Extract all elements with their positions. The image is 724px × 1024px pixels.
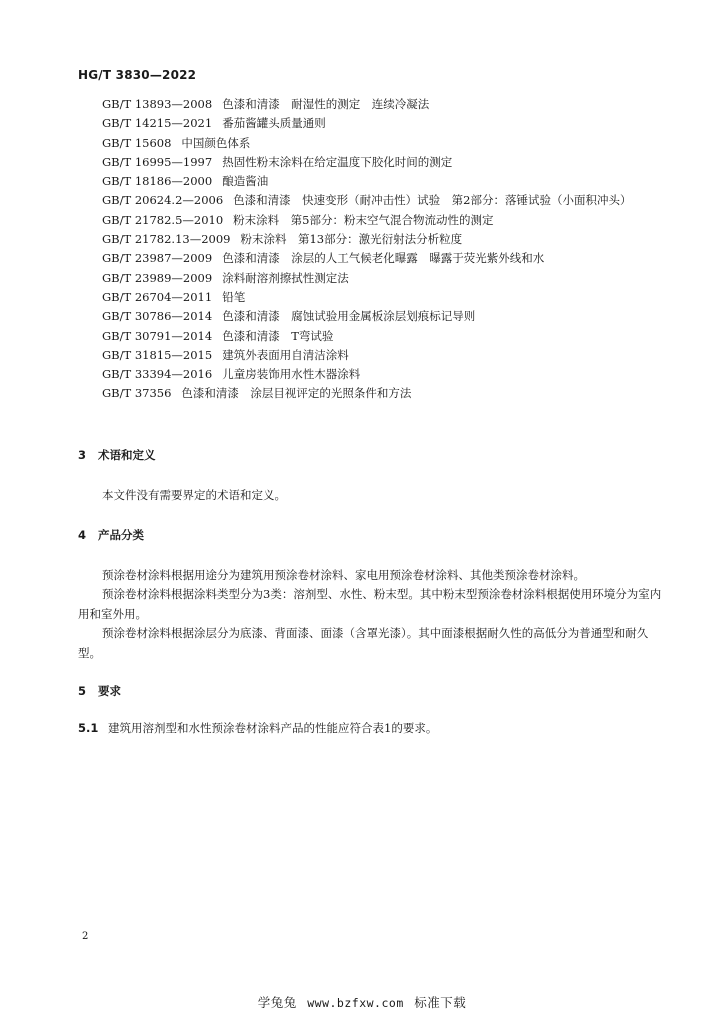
reference-title: 色漆和清漆 腐蚀试验用金属板涂层划痕标记导则 bbox=[222, 309, 476, 324]
reference-item bbox=[78, 346, 663, 365]
reference-item bbox=[78, 269, 663, 288]
reference-item bbox=[78, 211, 663, 230]
reference-code: GB/T 18186—2000 bbox=[102, 174, 213, 189]
reference-item bbox=[78, 114, 663, 133]
reference-code: GB/T 30791—2014 bbox=[102, 328, 213, 343]
reference-item bbox=[78, 365, 663, 384]
section-4-paragraph-2: 预涂卷材涂料根据涂料类型分为3类：溶剂型、水性、粉末型。其中粉末型预涂卷材涂料根据使用环境分为室内用和室外用。 bbox=[78, 587, 662, 621]
reference-item bbox=[78, 153, 663, 172]
reference-title: 热固性粉末涂料在给定温度下胶化时间的测定 bbox=[222, 154, 453, 169]
reference-code: GB/T 37356 bbox=[102, 386, 172, 401]
reference-item bbox=[78, 95, 663, 114]
reference-code: GB/T 21782.13—2009 bbox=[102, 232, 231, 247]
reference-title: 色漆和清漆 快速变形（耐冲击性）试验 第2部分：落锤试验（小面积冲头） bbox=[233, 193, 632, 208]
reference-code: GB/T 20624.2—2006 bbox=[102, 193, 224, 208]
section-number: 4 bbox=[78, 528, 87, 542]
section-number: 3 bbox=[78, 448, 87, 462]
footer-url: www.bzfxw.com bbox=[307, 996, 404, 1010]
reference-code: GB/T 30786—2014 bbox=[102, 309, 213, 324]
reference-title: 中国颜色体系 bbox=[181, 135, 251, 150]
watermark-footer bbox=[0, 993, 724, 1011]
reference-item bbox=[78, 288, 663, 307]
section-title: 要求 bbox=[98, 684, 121, 698]
reference-title: 色漆和清漆 耐湿性的测定 连续冷凝法 bbox=[222, 97, 430, 111]
reference-title: 色漆和清漆 T弯试验 bbox=[222, 328, 334, 343]
clause-5-1 bbox=[78, 720, 437, 736]
page-number: 2 bbox=[82, 931, 89, 942]
reference-title: 建筑外表面用自清洁涂料 bbox=[222, 347, 349, 362]
reference-code: GB/T 26704—2011 bbox=[102, 289, 213, 304]
standard-code-header: HG/T 3830—2022 bbox=[78, 68, 197, 82]
reference-code: GB/T 21782.5—2010 bbox=[102, 212, 224, 227]
reference-title: 色漆和清漆 涂层目视评定的光照条件和方法 bbox=[181, 386, 412, 401]
reference-code: GB/T 23989—2009 bbox=[102, 270, 213, 285]
section-title: 产品分类 bbox=[98, 528, 144, 542]
reference-title: 粉末涂料 第5部分：粉末空气混合物流动性的测定 bbox=[233, 212, 494, 227]
section-5-heading bbox=[78, 683, 121, 699]
reference-title: 色漆和清漆 涂层的人工气候老化曝露 曝露于荧光紫外线和水 bbox=[222, 251, 545, 266]
reference-title: 粉末涂料 第13部分：激光衍射法分析粒度 bbox=[240, 232, 463, 247]
clause-number: 5.1 bbox=[78, 721, 99, 735]
reference-title: 酿造酱油 bbox=[222, 174, 269, 189]
reference-item bbox=[78, 327, 663, 346]
reference-code: GB/T 15608 bbox=[102, 135, 172, 150]
reference-code: GB/T 23987—2009 bbox=[102, 251, 213, 266]
reference-item bbox=[78, 172, 663, 191]
section-number: 5 bbox=[78, 684, 87, 698]
reference-code: GB/T 31815—2015 bbox=[102, 347, 213, 362]
reference-title: 番茄酱罐头质量通则 bbox=[222, 116, 326, 131]
section-3-heading bbox=[78, 447, 156, 463]
reference-title: 儿童房装饰用水性木器涂料 bbox=[222, 367, 361, 382]
reference-code: GB/T 16995—1997 bbox=[102, 154, 213, 169]
section-title: 术语和定义 bbox=[98, 448, 156, 462]
section-4-heading bbox=[78, 527, 144, 543]
footer-site-name: 学兔兔 bbox=[257, 995, 297, 1010]
reference-item bbox=[78, 307, 663, 326]
reference-title: 铅笔 bbox=[222, 289, 246, 304]
reference-item bbox=[78, 134, 663, 153]
clause-text: 建筑用溶剂型和水性预涂卷材涂料产品的性能应符合表1的要求。 bbox=[108, 721, 438, 735]
section-4-paragraph-1: 预涂卷材涂料根据用途分为建筑用预涂卷材涂料、家电用预涂卷材涂料、其他类预涂卷材涂料。 bbox=[102, 568, 585, 582]
section-4-paragraph-3: 预涂卷材涂料根据涂层分为底漆、背面漆、面漆（含罩光漆）。其中面漆根据耐久性的高低分为普通型和耐久型。 bbox=[78, 626, 649, 660]
reference-title: 涂料耐溶剂擦拭性测定法 bbox=[222, 270, 349, 285]
reference-item bbox=[78, 249, 663, 268]
reference-item bbox=[78, 230, 663, 249]
reference-item bbox=[78, 384, 663, 403]
reference-code: GB/T 13893—2008 bbox=[102, 97, 213, 111]
reference-code: GB/T 14215—2021 bbox=[102, 116, 213, 131]
section-3-body: 本文件没有需要界定的术语和定义。 bbox=[102, 488, 286, 502]
reference-item bbox=[78, 191, 663, 210]
footer-download-label: 标准下载 bbox=[414, 995, 467, 1010]
reference-code: GB/T 33394—2016 bbox=[102, 367, 213, 382]
normative-references-list bbox=[78, 95, 663, 404]
